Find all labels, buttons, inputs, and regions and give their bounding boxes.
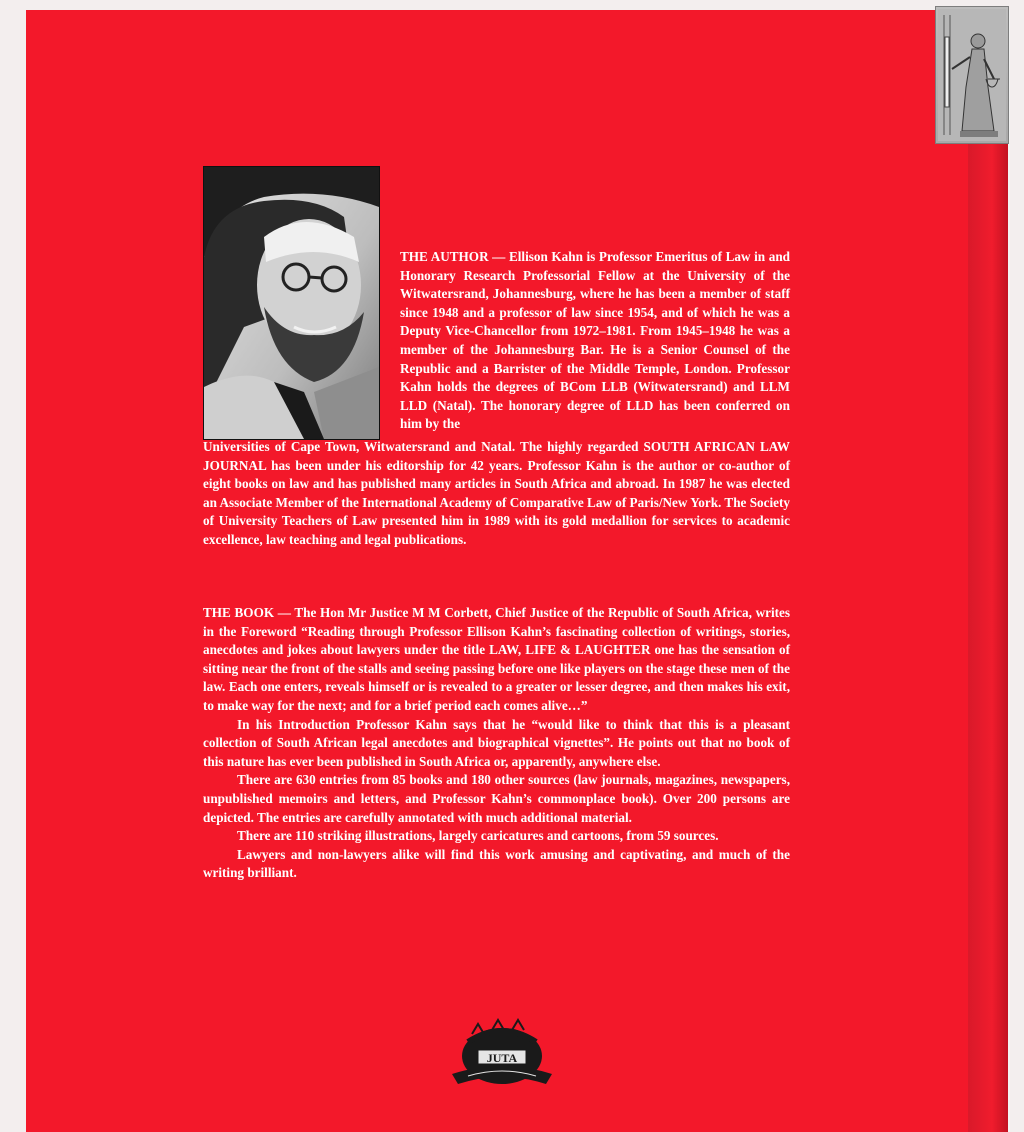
book-paragraph: In his Introduction Professor Kahn says that he “would like to think that this is a pleasant collection of South African legal anecdotes and biographical vignettes”. He points out that no book of this nature has ever been published in South Africa or, apparently, anywhere else. (203, 716, 790, 769)
book-paragraph: THE BOOK — The Hon Mr Justice M M Corbett, Chief Justice of the Republic of South Africa, writes in the Foreword “Reading through Professor Ellison Kahn’s fascinating collection of writings, stories, anecdotes and jokes about lawyers under the title LAW, LIFE & LAUGHTER one has the sensation of sitting near the front of the stalls and seeing passing before one like players on the stage these men of the law. Each one enters, reveals himself or is revealed to a greater or lesser degree, and then makes his exit, to make way for the next; and for a brief period each comes alive…” (203, 605, 790, 713)
author-blurb-bottom: Universities of Cape Town, Witwatersrand and Natal. The highly regarded SOUTH AFRICAN LAW JOURNAL has been under his editorship for 42 years. Professor Kahn is the author or co-author of eight books on law and has published many articles in South Africa and abroad. In 1987 he was elected an Associate Member of the International Academy of Comparative Law of Paris/New York. The Society of University Teachers of Law presented him in 1989 with its gold medallion for services to academic excellence, law teaching and legal publications. (203, 439, 790, 547)
author-photo (203, 166, 380, 440)
author-blurb-top: THE AUTHOR — Ellison Kahn is Professor Emeritus of Law in and Honorary Research Professorial Fellow at the University of the Witwatersrand, Johannesburg, where he has been a member of staff since 1948 and a professor of law since 1954, and of which he was a Deputy Vice-Chancellor from 1972–1981. From 1945–1948 he was a member of the Johannesburg Bar. He is a Senior Counsel of the Republic and a Barrister of the Middle Temple, London. Professor Kahn holds the degrees of BCom LLB (Witwatersrand) and LLM LLD (Natal). The honorary degree of LLD has been conferred on him by the (400, 249, 790, 432)
book-paragraph: There are 630 entries from 85 books and 180 other sources (law journals, magazines, newspapers, unpublished memoirs and letters, and Professor Kahn’s commonplace book). Over 200 persons are depicted. The entries are carefully annotated with much additional material. (203, 772, 790, 825)
back-cover (26, 10, 970, 1132)
spine (968, 140, 1008, 1132)
book-paragraph: Lawyers and non-lawyers alike will find this work amusing and captivating, and much of the writing brilliant. (203, 846, 790, 881)
book-blurb (203, 604, 790, 883)
lady-justice-icon (936, 7, 1008, 143)
publisher-name: JUTA (486, 1051, 518, 1065)
book-paragraph: There are 110 striking illustrations, largely caricatures and cartoons, from 59 sources. (237, 828, 719, 844)
author-portrait-photo (204, 167, 379, 439)
spine-tab (935, 6, 1009, 144)
publisher-logo (448, 1018, 556, 1090)
juta-crest-icon (448, 1018, 556, 1090)
